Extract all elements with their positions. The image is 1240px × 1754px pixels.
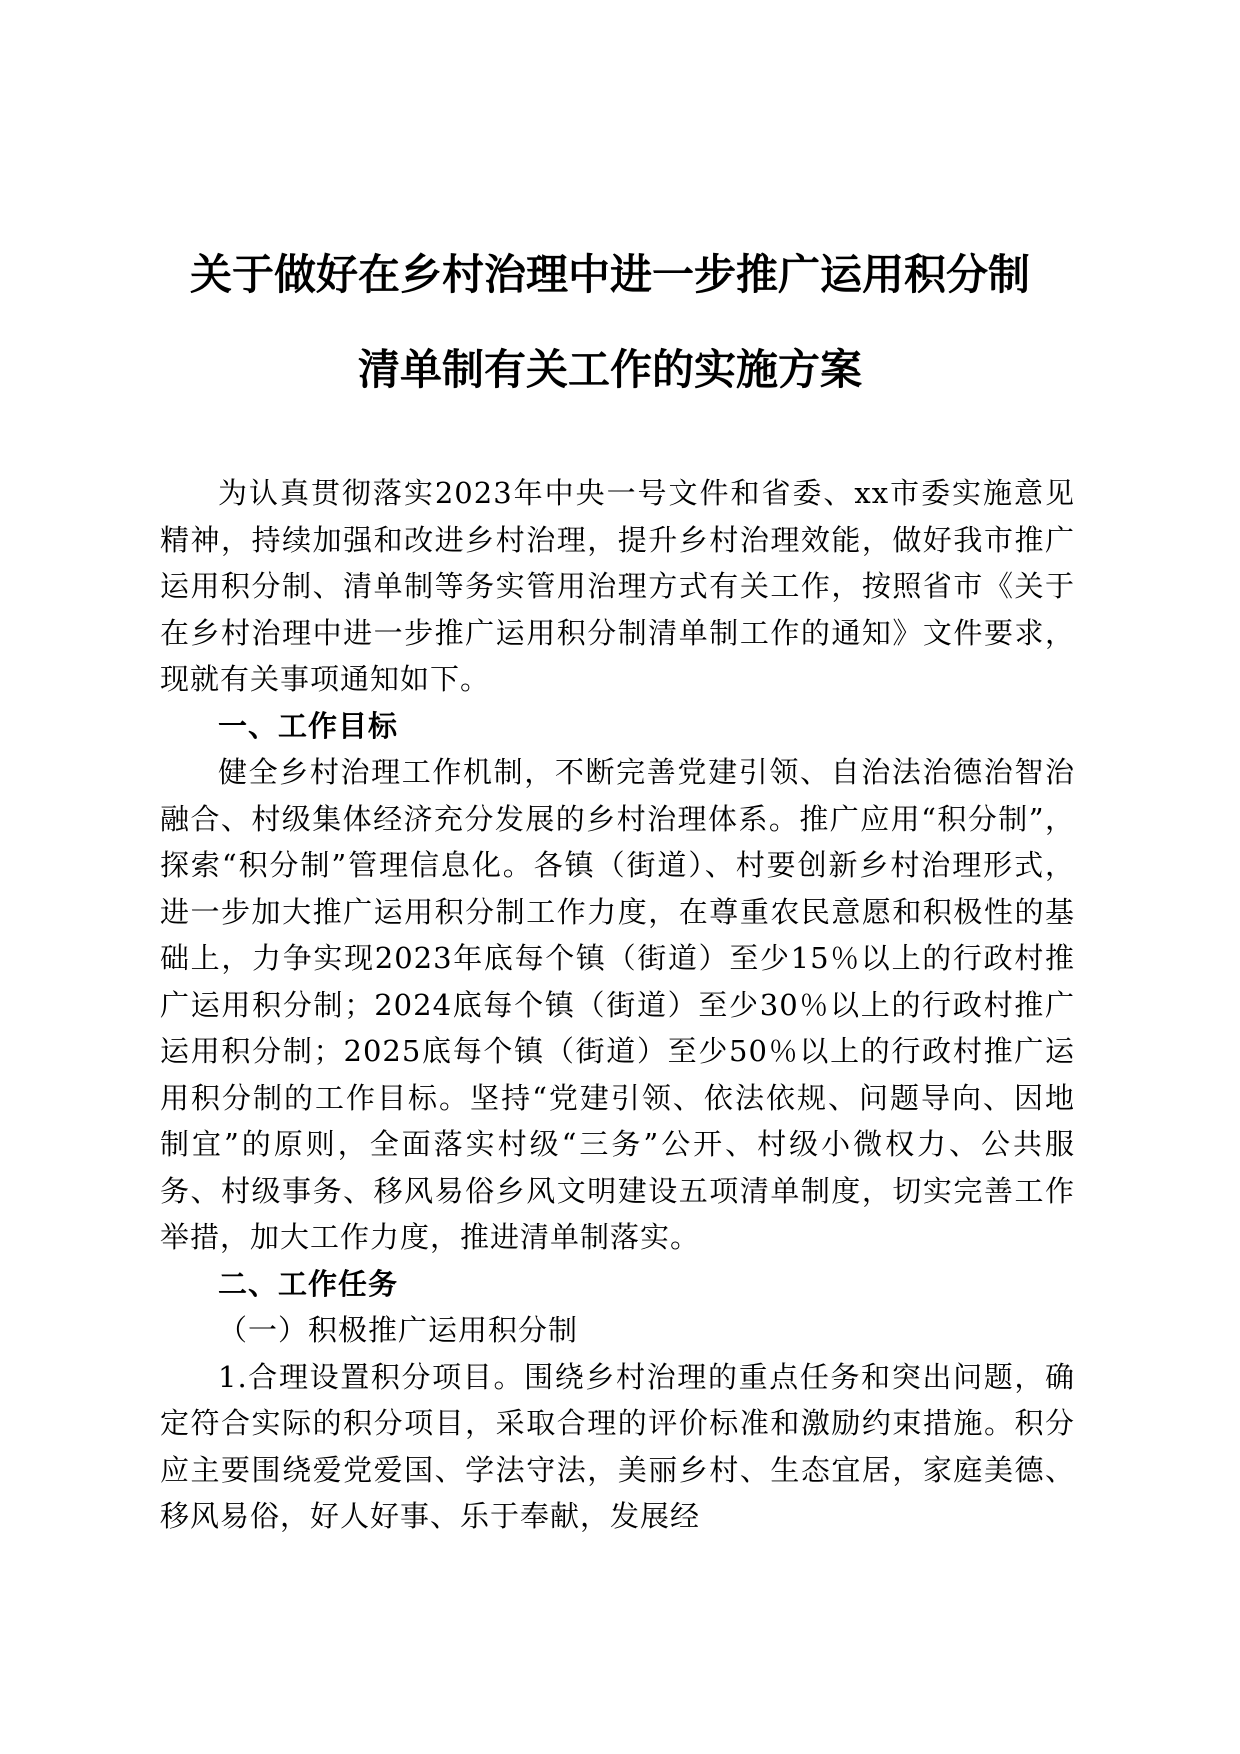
intro-paragraph: 为认真贯彻落实2023年中央一号文件和省委、xx市委实施意见精神，持续加强和改进乡村治理，提升乡村治理效能，做好我市推广运用积分制、清单制等务实管用治理方式有关工作，按照省市《关于在乡村治理中进一步推广运用积分制清单制工作的通知》文件要求，现就有关事项通知如下。 xyxy=(160,476,1075,696)
section-heading-goals: 一、工作目标 xyxy=(218,708,399,743)
section-heading-tasks: 二、工作任务 xyxy=(218,1266,399,1301)
document-title xyxy=(140,227,1080,417)
document-body xyxy=(160,470,1075,1540)
task-item-1-paragraph: 1.合理设置积分项目。围绕乡村治理的重点任务和突出问题，确定符合实际的积分项目，采取合理的评价标准和激励约束措施。积分应主要围绕爱党爱国、学法守法，美丽乡村、生态宜居，家庭美德、移风易俗，好人好事、乐于奉献，发展经 xyxy=(160,1359,1075,1533)
subsection-heading-points: （一）积极推广运用积分制 xyxy=(218,1313,579,1347)
title-line-2: 清单制有关工作的实施方案 xyxy=(357,345,862,394)
title-line-1: 关于做好在乡村治理中进一步推广运用积分制 xyxy=(189,250,1030,299)
goals-paragraph: 健全乡村治理工作机制，不断完善党建引领、自治法治德治智治融合、村级集体经济充分发展的乡村治理体系。推广应用“积分制”，探索“积分制”管理信息化。各镇（街道）、村要创新乡村治理形式，进一步加大推广运用积分制工作力度，在尊重农民意愿和积极性的基础上，力争实现2023年底每个镇（街道）至少15％以上的行政村推广运用积分制；2024底每个镇（街道）至少30％以上的行政村推广运用积分制；2025底每个镇（街道）至少50％以上的行政村推广运用积分制的工作目标。坚持“党建引领、依法依规、问题导向、因地制宜”的原则，全面落实村级“三务”公开、村级小微权力、公共服务、村级事务、移风易俗乡风文明建设五项清单制度，切实完善工作举措，加大工作力度，推进清单制落实。 xyxy=(160,755,1075,1254)
